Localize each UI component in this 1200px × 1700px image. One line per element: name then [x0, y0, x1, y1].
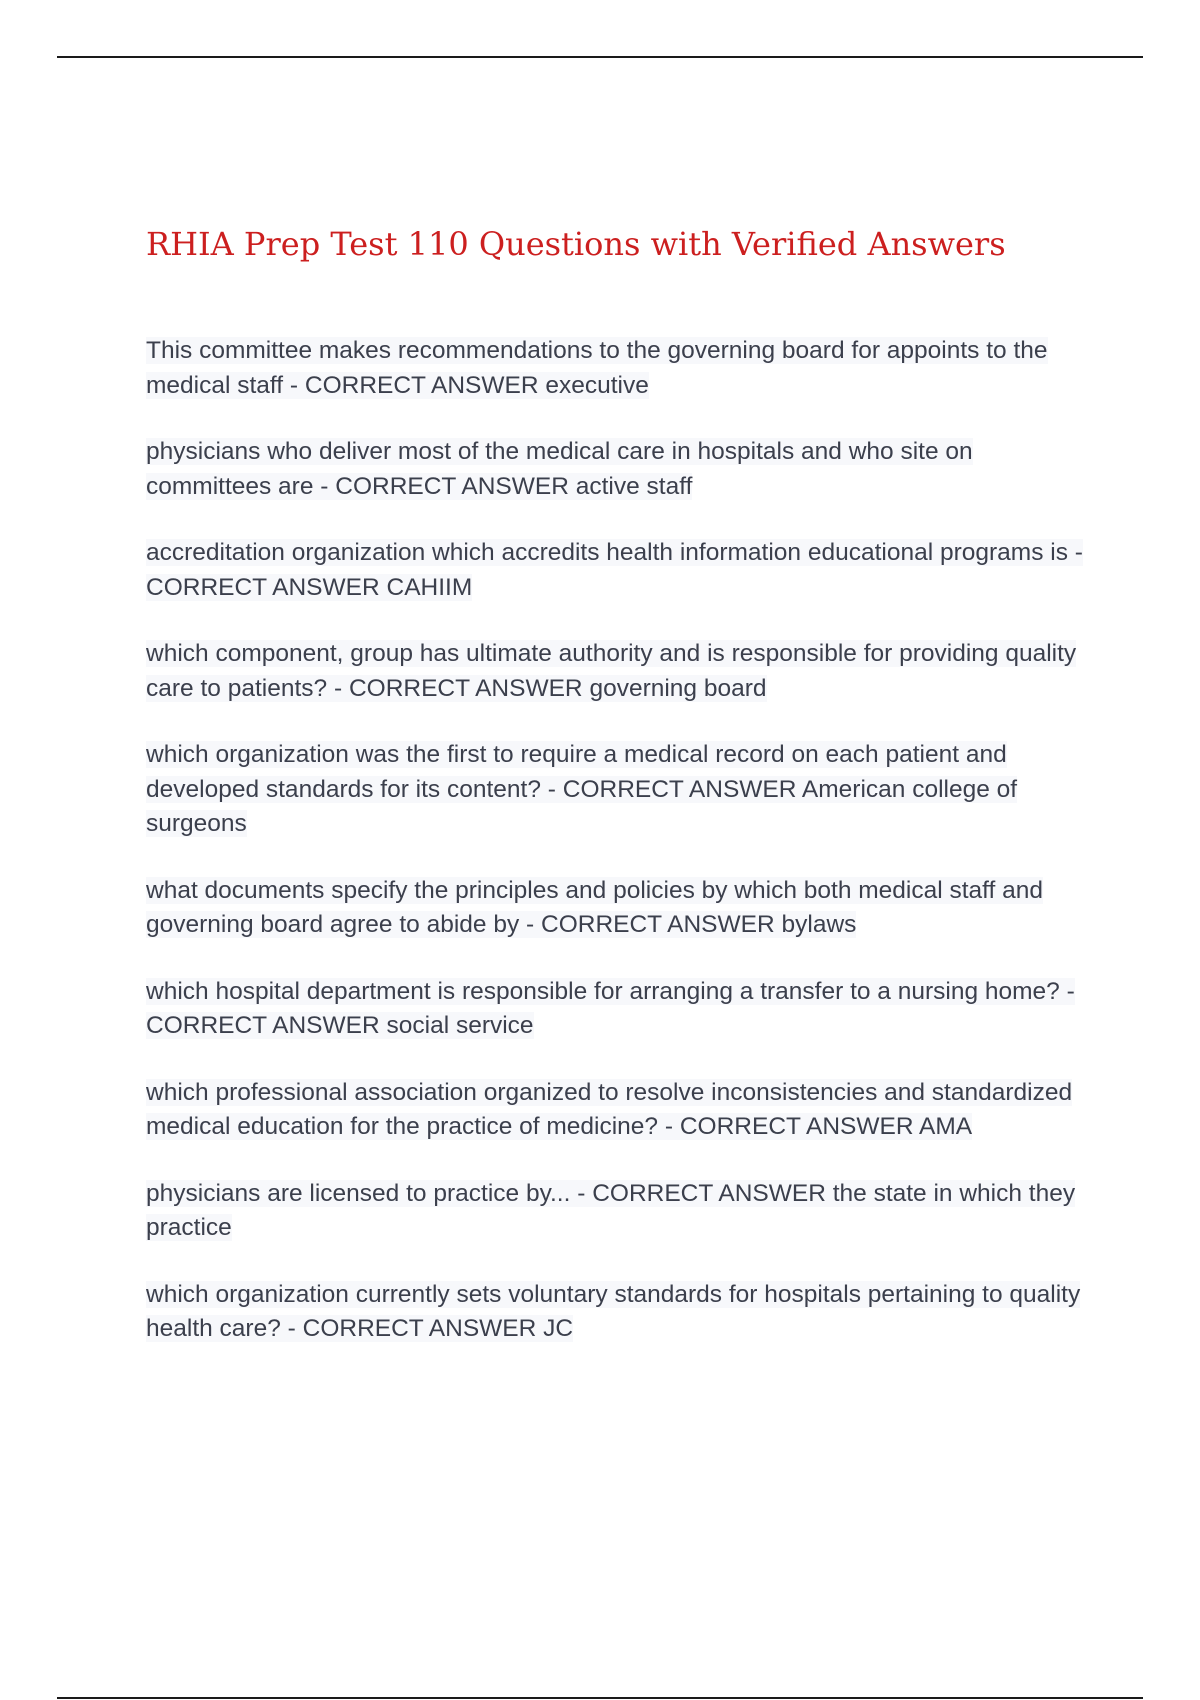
answer-marker: CORRECT ANSWER	[302, 1315, 537, 1342]
answer-text: social service	[386, 1012, 534, 1039]
question-text: which organization currently sets voluntary standards for hospitals pertaining to quality health care?	[146, 1280, 1081, 1342]
qa-item: physicians are licensed to practice by... - CORRECT ANSWER the state in which they practice	[146, 1179, 1076, 1241]
qa-item: which organization was the first to require a medical record on each patient and developed standards for its content? - CORRECT ANSWER American college of surgeons	[146, 741, 1018, 837]
answer-text: American college of surgeons	[146, 775, 1018, 837]
page-title: RHIA Prep Test 110 Questions with Verified Answers	[146, 225, 1006, 263]
qa-item: accreditation organization which accredits health information educational programs is - CORRECT ANSWER CAHIIM	[146, 539, 1083, 601]
qa-item: physicians who deliver most of the medical care in hospitals and who site on committees are - CORRECT ANSWER active staff	[146, 438, 973, 500]
answer-marker: CORRECT ANSWER	[335, 472, 569, 500]
question-text: This committee makes recommendations to the governing board for appoints to the medical staff	[146, 337, 1048, 399]
question-text: accreditation organization which accredits health information educational programs is	[146, 539, 1068, 566]
answer-text: the state in which they practice	[146, 1179, 1076, 1241]
answer-text: JC	[543, 1315, 574, 1342]
answer-text: active staff	[575, 472, 693, 500]
qa-item: which hospital department is responsible for arranging a transfer to a nursing home? - CORRECT ANSWER social service	[146, 977, 1075, 1039]
question-text: which organization was the first to require a medical record on each patient and developed standards for its content?	[146, 741, 1007, 803]
question-text: physicians are licensed to practice by...	[146, 1179, 571, 1207]
question-text: what documents specify the principles and policies by which both medical staff and governing board agree to abide by	[146, 876, 1044, 938]
answer-marker: CORRECT ANSWER	[592, 1179, 826, 1207]
question-text: which component, group has ultimate authority and is responsible for providing quality care to patients?	[146, 640, 1077, 702]
answer-text: governing board	[589, 674, 767, 702]
answer-marker: CORRECT ANSWER	[146, 573, 380, 601]
answer-marker: CORRECT ANSWER	[348, 674, 583, 702]
qa-list	[146, 334, 1086, 1379]
answer-marker: CORRECT ANSWER	[146, 1012, 380, 1039]
footer-rule	[57, 1697, 1143, 1699]
answer-marker: CORRECT ANSWER	[562, 775, 797, 803]
answer-text: bylaws	[781, 911, 857, 938]
question-text: which hospital department is responsible for arranging a transfer to a nursing home?	[146, 977, 1060, 1005]
answer-text: AMA	[919, 1113, 973, 1140]
header-rule	[57, 56, 1143, 58]
answer-text: CAHIIM	[386, 573, 473, 601]
question-text: which professional association organized to resolve inconsistencies and standardized medical education for the practice of medicine?	[146, 1078, 1073, 1140]
answer-marker: CORRECT ANSWER	[304, 371, 539, 399]
answer-marker: CORRECT ANSWER	[541, 911, 775, 938]
qa-item: This committee makes recommendations to the governing board for appoints to the medical staff - CORRECT ANSWER executive	[146, 337, 1048, 399]
qa-item: which professional association organized to resolve inconsistencies and standardized medical education for the practice of medicine? - CORRECT ANSWER AMA	[146, 1078, 1073, 1140]
answer-marker: CORRECT ANSWER	[679, 1113, 914, 1140]
qa-item: which organization currently sets voluntary standards for hospitals pertaining to quality health care? - CORRECT ANSWER JC	[146, 1280, 1081, 1342]
answer-text: executive	[545, 371, 649, 399]
question-text: physicians who deliver most of the medical care in hospitals and who site on committees are	[146, 438, 973, 500]
qa-item: which component, group has ultimate authority and is responsible for providing quality care to patients? - CORRECT ANSWER governing board	[146, 640, 1077, 702]
qa-item: what documents specify the principles and policies by which both medical staff and governing board agree to abide by - CORRECT ANSWER bylaws	[146, 876, 1044, 938]
